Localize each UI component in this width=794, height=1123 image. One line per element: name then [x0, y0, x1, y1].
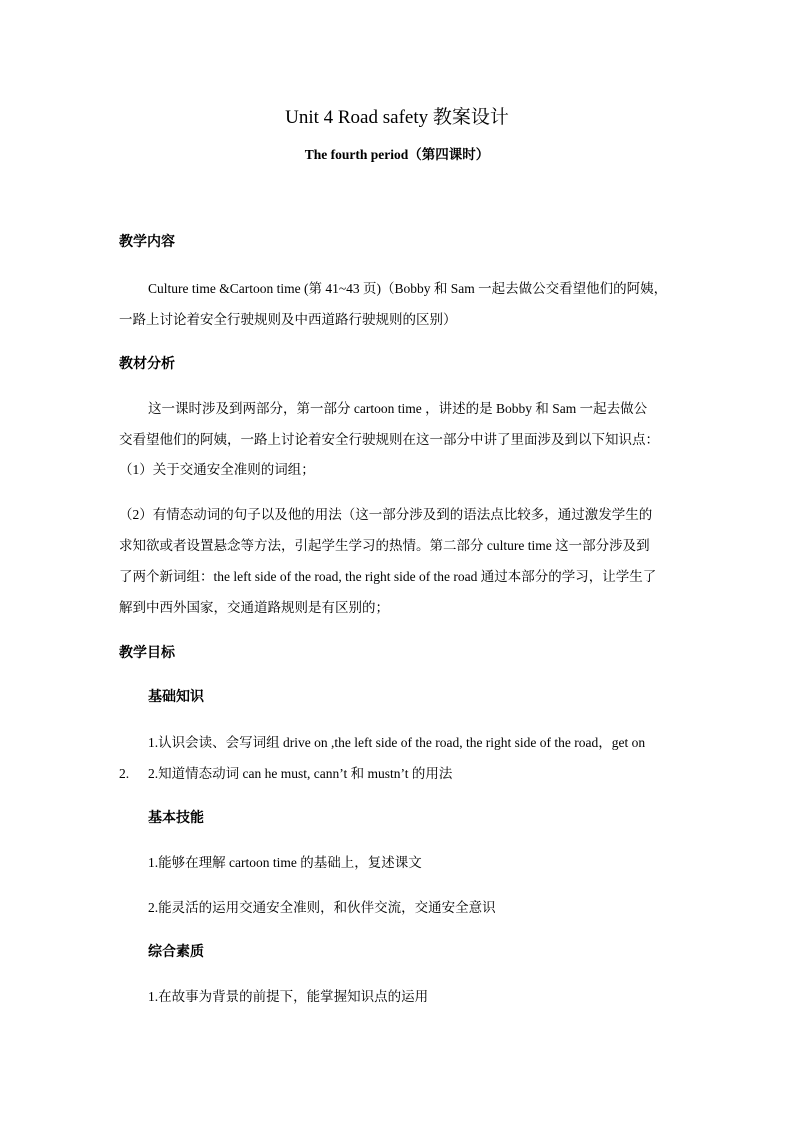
list-number: 2.: [119, 766, 130, 781]
paragraph-line: 一路上讨论着安全行驶规则及中西道路行驶规则的区别）: [119, 312, 457, 327]
list-item: 2.知道情态动词 can he must, cann’t 和 mustn’t 的用法: [148, 766, 453, 781]
paragraph-line: 解到中西外国家，交通道路规则是有区别的；: [119, 600, 389, 615]
subheading-basic-skills: 基本技能: [148, 811, 204, 826]
list-item: 1.能够在理解 cartoon time 的基础上，复述课文: [148, 855, 422, 870]
paragraph-line: 交看望他们的阿姨，一路上讨论着安全行驶规则在这一部分中讲了里面涉及到以下知识点：: [119, 432, 659, 447]
paragraph-line: Culture time &Cartoon time (第 41~43 页)（Bobby 和 Sam 一起去做公交看望他们的阿姨，: [148, 281, 668, 296]
document-subtitle: The fourth period（第四课时）: [304, 147, 490, 162]
section-heading-teaching-objectives: 教学目标: [119, 646, 175, 661]
section-heading-material-analysis: 教材分析: [119, 357, 175, 372]
section-heading-teaching-content: 教学内容: [119, 235, 175, 250]
paragraph-line: （1）关于交通安全准则的词组；: [119, 462, 315, 477]
list-item: 1.认识会读、会写词组 drive on ,the left side of the road, the right side of the road，get on: [148, 735, 646, 750]
paragraph-line: 了两个新词组：the left side of the road, the right side of the road 通过本部分的学习，让学生了: [119, 569, 657, 584]
list-item: 1.在故事为背景的前提下，能掌握知识点的运用: [148, 989, 429, 1004]
paragraph-line: （2）有情态动词的句子以及他的用法（这一部分涉及到的语法点比较多，通过激发学生的: [119, 507, 653, 522]
list-item: 2.能灵活的运用交通安全准则，和伙伴交流，交通安全意识: [148, 900, 496, 915]
paragraph-line: 求知欲或者设置悬念等方法，引起学生学习的热情。第二部分 culture time 这一部分涉及到: [119, 538, 650, 553]
paragraph-line: 这一课时涉及到两部分，第一部分 cartoon time ，讲述的是 Bobby 和 Sam 一起去做公: [148, 401, 648, 416]
subheading-comprehensive-quality: 综合素质: [148, 945, 204, 960]
document-title: Unit 4 Road safety 教案设计: [285, 107, 509, 128]
subheading-basic-knowledge: 基础知识: [148, 690, 204, 705]
